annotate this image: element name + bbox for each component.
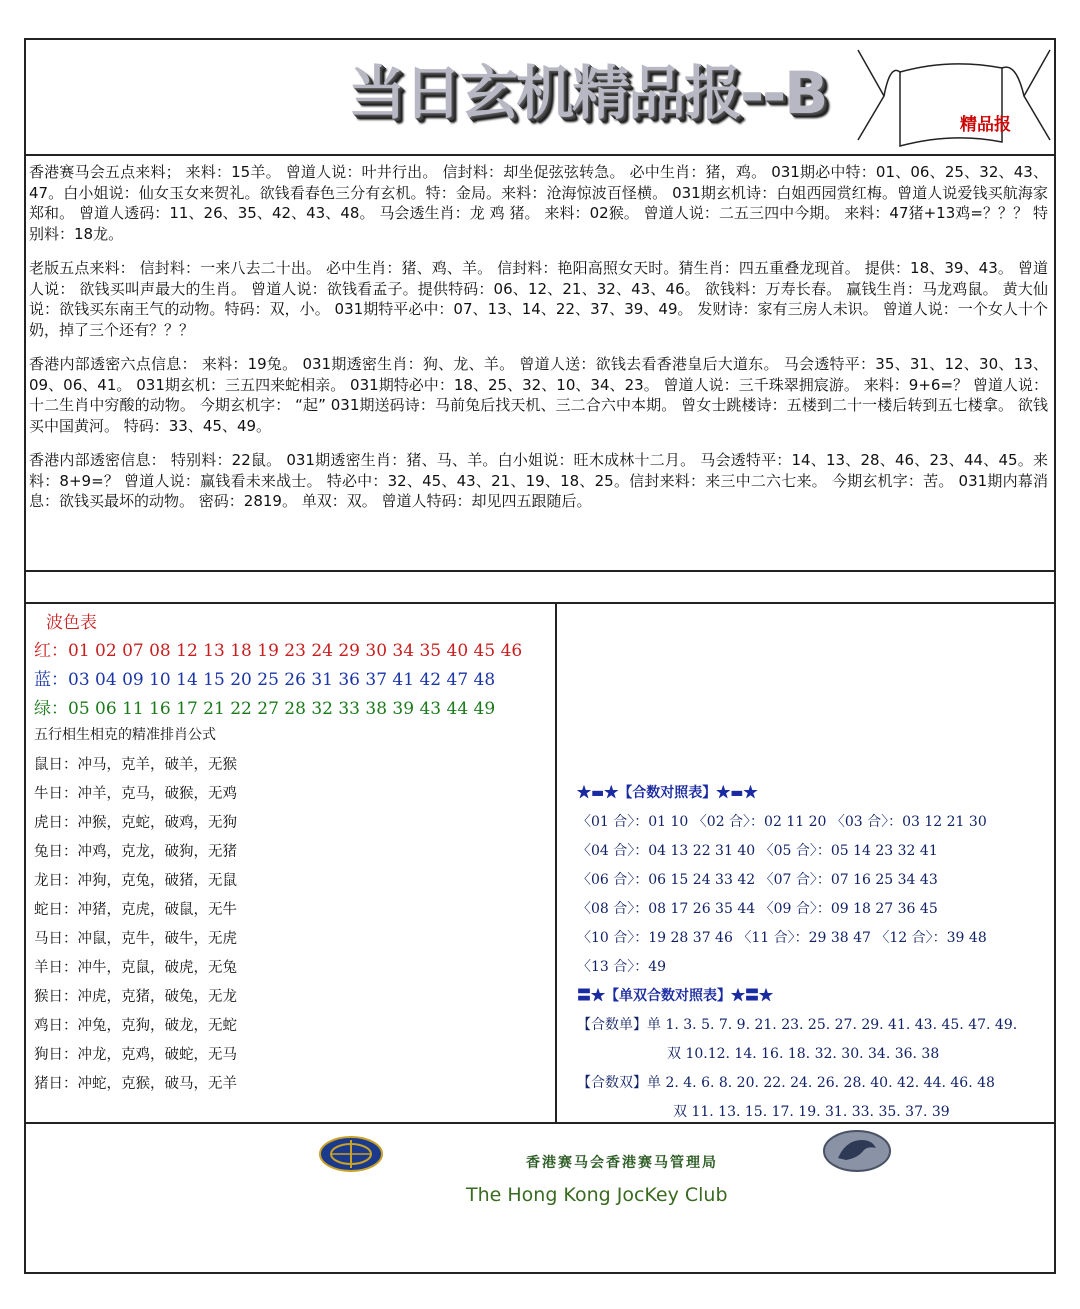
heshu-row: 〈06 合〉：06 15 24 33 42 〈07 合〉：07 16 25 34 43 — [577, 872, 938, 888]
heshu-panel — [557, 604, 1054, 1122]
danshuang-title: 〓★【单双合数对照表】★〓★ — [577, 988, 773, 1004]
dan-line-1: 【合数单】单 1. 3. 5. 7. 9. 21. 23. 25. 27. 29. 41. 43. 45. 47. 49. — [577, 1017, 1018, 1033]
info-paragraph-1: 香港赛马会五点来料； 来料：15羊。 曾道人说：叶井行出。 信封料：却坐促弦弦转急。 必中生肖：猪，鸡。 031期必中特：01、06、25、32、43、47。白小姐说：仙女玉女来贺礼。欲钱看春色三分有玄机。特：金局。来料：沧海惊波百怪横。 031期玄机诗：白姐西园赏红梅。曾道人说爱钱买航海家郑和。 曾道人透码：11、26、35、42、43、48。 马会透生肖：龙 鸡 猪。 来料：02猴。 曾道人说：二五三四中今期。 来料：47猪+13鸡=？？？ 特别料：18龙。 — [29, 163, 1048, 243]
bose-panel — [26, 604, 557, 1122]
footer-chinese-name: 香港赛马会香港赛马管理局 — [526, 1155, 718, 1171]
zodiac-row: 蛇日：冲猪，克虎，破鼠，无牛 — [34, 902, 237, 918]
red-numbers: 红：01 02 07 08 12 13 18 19 23 24 29 30 34 35 40 45 46 — [34, 641, 523, 661]
zodiac-row: 羊日：冲牛，克鼠，破虎，无兔 — [34, 960, 237, 976]
green-numbers: 绿：05 06 11 16 17 21 22 27 28 32 33 38 39 43 44 49 — [34, 699, 496, 719]
badge-label: 精品报 — [960, 115, 1011, 135]
zodiac-row: 龙日：冲狗，克兔，破猪，无鼠 — [34, 873, 237, 889]
footer — [26, 1122, 1054, 1276]
header — [26, 40, 1054, 156]
zodiac-row: 兔日：冲鸡，克龙，破狗，无猪 — [34, 844, 237, 860]
shuang-line-2: 双 11. 13. 15. 17. 19. 31. 33. 35. 37. 39 — [673, 1104, 950, 1120]
heshu-row: 〈01 合〉：01 10 〈02 合〉：02 11 20 〈03 合〉：03 12 21 30 — [577, 814, 987, 830]
zodiac-row: 狗日：冲龙，克鸡，破蛇，无马 — [34, 1047, 237, 1063]
heshu-title: ★▬★【合数对照表】★▬★ — [577, 785, 758, 801]
heshu-row: 〈13 合〉：49 — [577, 959, 667, 975]
horse-emblem-icon — [822, 1128, 892, 1174]
badge-banner — [856, 44, 1052, 148]
footer-english-name: The Hong Kong JocKey Club — [466, 1184, 728, 1206]
info-paragraph-2: 老版五点来料： 信封料：一来八去二十出。 必中生肖：猪、鸡、羊。 信封料：艳阳高照女天时。猜生肖：四五重叠龙现首。 提供：18、39、43。 曾道人说： 欲钱买叫声最大的生肖。 曾道人说：欲钱看孟子。提供特码：06、12、21、32、43、46。 欲钱料：万寿长春。 赢钱生肖：马龙鸡鼠。 黄大仙说：欲钱买东南王气的动物。特码：双，小。 031期特平必中：07、13、14、22、37、39、49。 发财诗：家有三房人未识。 曾道人说：一个女人十个奶，掉了三个还有？？？ — [29, 259, 1048, 339]
page-title: 当日玄机精品报--B — [348, 59, 827, 127]
zodiac-row: 鸡日：冲兔，克狗，破龙，无蛇 — [34, 1018, 237, 1034]
info-section — [26, 156, 1054, 572]
zodiac-row: 马日：冲鼠，克牛，破牛，无虎 — [34, 931, 237, 947]
heshu-row: 〈04 合〉：04 13 22 31 40 〈05 合〉：05 14 23 32 41 — [577, 843, 938, 859]
heshu-row: 〈08 合〉：08 17 26 35 44 〈09 合〉：09 18 27 36 45 — [577, 901, 938, 917]
shuang-line-1: 【合数双】单 2. 4. 6. 8. 20. 22. 24. 26. 28. 40. 42. 44. 46. 48 — [577, 1075, 995, 1091]
zodiac-row: 猴日：冲虎，克猪，破兔，无龙 — [34, 989, 237, 1005]
heshu-row: 〈10 合〉：19 28 37 46 〈11 合〉：29 38 47 〈12 合〉：39 48 — [577, 930, 987, 946]
info-paragraph-4: 香港内部透密信息： 特别料：22鼠。 031期透密生肖：猪、马、羊。白小姐说：旺木成林十二月。 马会透特平：14、13、28、46、23、44、45。来料：8+9=？ 曾道人说：赢钱看未来战士。 特必中：32、45、43、21、19、18、25。信封来料：来三中二六七来。 今期玄机字：苦。 031期内幕消息：欲钱买最坏的动物。 密码：2819。 单双：双。 曾道人特码：却见四五跟随后。 — [29, 451, 1048, 510]
jockey-club-logo-icon — [318, 1134, 384, 1174]
wuxing-title: 五行相生相克的精准排肖公式 — [34, 727, 216, 743]
dan-line-2: 双 10.12. 14. 16. 18. 32. 30. 34. 36. 38 — [667, 1046, 940, 1062]
ribbon-icon — [856, 44, 1052, 148]
blue-numbers: 蓝：03 04 09 10 14 15 20 25 26 31 36 37 41 42 47 48 — [34, 670, 496, 690]
info-paragraph-3: 香港内部透密六点信息： 来料：19兔。 031期透密生肖：狗、龙、羊。 曾道人送：欲钱去看香港皇后大道东。 马会透特平：35、31、12、30、13、09、06、41。 031期玄机：三五四来蛇相亲。 031期特必中：18、25、32、10、34、23。 曾道人说：三千珠翠拥宸游。 来料：9+6=？ 曾道人说：十二生肖中穷酸的动物。 今期玄机字： “起” 031期送码诗：马前兔后找天机、三二合六中本期。 曾女士跳楼诗：五楼到二十一楼后转到五七楼拿。 欲钱买中国黄河。 特码：33、45、49。 — [29, 355, 1048, 435]
zodiac-row: 虎日：冲猴，克蛇，破鸡，无狗 — [34, 815, 237, 831]
zodiac-row: 鼠日：冲马，克羊，破羊，无猴 — [34, 757, 237, 773]
spacer-row — [26, 574, 1054, 604]
zodiac-row: 猪日：冲蛇，克猴，破马，无羊 — [34, 1076, 237, 1092]
bose-title: 波色表 — [46, 613, 97, 633]
zodiac-row: 牛日：冲羊，克马，破猴，无鸡 — [34, 786, 237, 802]
page-frame — [24, 38, 1056, 1274]
